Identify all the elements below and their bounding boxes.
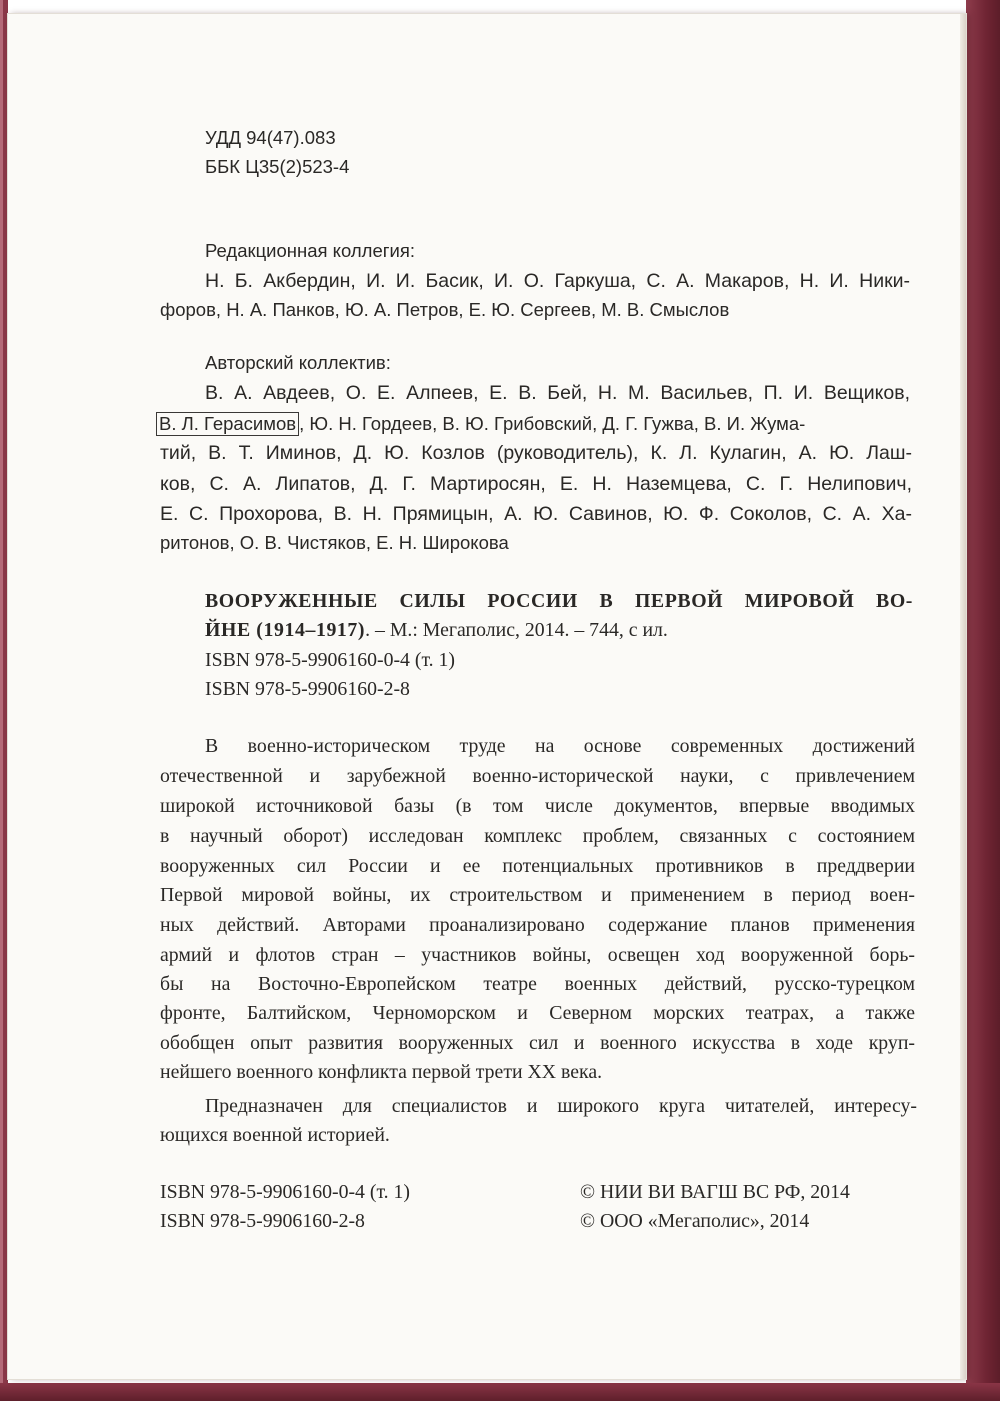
authors-line: Е. С. Прохорова, В. Н. Прямицын, А. Ю. Савинов, Ю. Ф. Соколов, С. А. Ха-	[160, 503, 912, 525]
abstract-line: армий и флотов стран – участников войны, освещен ход вооруженной борь-	[160, 944, 915, 966]
authors-line	[160, 412, 912, 436]
abstract-line: бы на Восточно-Европейском театре военных действий, русско-турецком	[160, 973, 915, 995]
footer-isbn-2: ISBN 978-5-9906160-2-8	[160, 1210, 365, 1232]
book-title: ВООРУЖЕННЫЕ СИЛЫ РОССИИ В ПЕРВОЙ МИРОВОЙ ВО-	[205, 590, 913, 612]
authors-line: ритонов, О. В. Чистяков, Е. Н. Широкова	[160, 532, 509, 553]
book-title-continued: ЙНЕ (1914–1917). – М.: Мегаполис, 2014. – 744, с ил.	[205, 619, 668, 641]
book-cover-right-edge	[966, 0, 1000, 1401]
book-page	[8, 14, 966, 1379]
book-isbn-1: ISBN 978-5-9906160-0-4 (т. 1)	[205, 649, 455, 671]
authors-line: ков, С. А. Липатов, Д. Г. Мартиросян, Е. Н. Наземцева, С. Г. Нелипович,	[160, 473, 912, 495]
authors-line: тий, В. Т. Иминов, Д. Ю. Козлов (руководитель), К. Л. Кулагин, А. Ю. Лаш-	[160, 442, 912, 464]
highlighted-author: В. Л. Герасимов , Ю. Н. Гордеев, В. Ю. Грибовский, Д. Г. Гужва, В. И. Жума-	[160, 412, 805, 436]
abstract-line: в научный оборот) исследован комплекс проблем, связанных с состоянием	[160, 825, 915, 847]
footer-copyright-1: © НИИ ВИ ВАГШ ВС РФ, 2014	[580, 1181, 850, 1203]
page-edge-shadow	[960, 14, 966, 1379]
book-isbn-2: ISBN 978-5-9906160-2-8	[205, 678, 410, 700]
authors-heading: Авторский коллектив:	[205, 352, 391, 373]
audience-line: Предназначен для специалистов и широкого круга читателей, интересу-	[205, 1095, 917, 1117]
audience-line: ющихся военной историей.	[160, 1124, 390, 1146]
abstract-line: обобщен опыт развития вооруженных сил и военного искусства в ходе круп-	[160, 1032, 915, 1054]
authors-line: В. А. Авдеев, О. Е. Алпеев, Е. В. Бей, Н. М. Васильев, П. И. Вещиков,	[205, 382, 910, 404]
book-cover-bottom-edge	[0, 1383, 1000, 1401]
abstract-line: вооруженных сил России и ее потенциальных противников в преддверии	[160, 855, 915, 877]
abstract-line: фронте, Балтийском, Черноморском и Северном морских театрах, а также	[160, 1002, 915, 1024]
abstract-last-line: нейшего военного конфликта первой трети XX века.	[160, 1061, 603, 1083]
abstract-line: ных действий. Авторами проанализировано содержание планов применения	[160, 914, 915, 936]
abstract-line: отечественной и зарубежной военно-исторической науки, с привлечением	[160, 765, 915, 787]
editorial-heading: Редакционная коллегия:	[205, 240, 415, 261]
abstract-line: В военно-историческом труде на основе современных достижений	[205, 735, 915, 757]
book-cover-left-highlight	[0, 0, 3, 1401]
bbk-code: ББК Ц35(2)523-4	[205, 156, 350, 177]
udk-code: УДД 94(47).083	[205, 127, 336, 148]
background-top	[0, 0, 1000, 12]
editorial-line: форов, Н. А. Панков, Ю. А. Петров, Е. Ю. Сергеев, М. В. Смыслов	[160, 299, 730, 320]
abstract-line: широкой источниковой базы (в том числе документов, впервые вводимых	[160, 795, 915, 817]
footer-isbn-1: ISBN 978-5-9906160-0-4 (т. 1)	[160, 1181, 410, 1203]
abstract-line: Первой мировой войны, их строительством и применением в период воен-	[160, 884, 915, 906]
footer-copyright-2: © ООО «Мегаполис», 2014	[580, 1210, 810, 1232]
editorial-line: Н. Б. Акбердин, И. И. Басик, И. О. Гаркуша, С. А. Макаров, Н. И. Ники-	[205, 270, 910, 292]
